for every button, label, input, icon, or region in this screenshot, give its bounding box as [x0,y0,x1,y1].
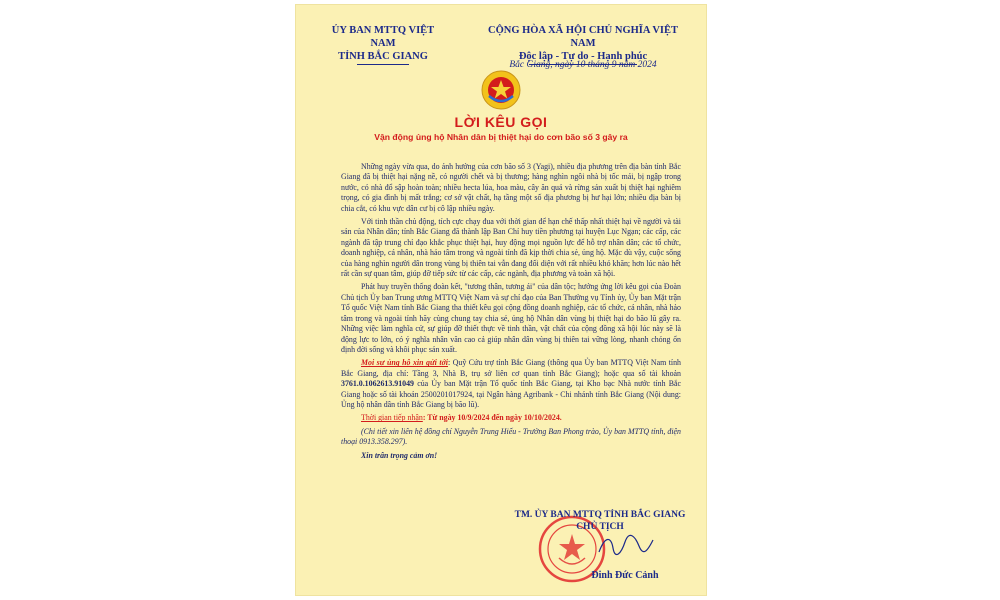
issuer-line-2: TỈNH BẮC GIANG [338,51,428,62]
issuer-underline [357,64,409,65]
signature-block [505,509,695,533]
document-date: Bắc Giang, ngày 10 tháng 9 năm 2024 [509,60,657,70]
contact-note: (Chi tiết xin liên hệ đồng chí Nguyễn Trung Hiếu - Trưởng Ban Phong trào, Ủy ban MTTQ tỉnh, điện thoại 0913.358.297). [341,426,681,447]
letter-title: LỜI KÊU GỌI [454,114,548,130]
letter-body [341,162,681,464]
issuer-header [323,24,443,65]
letter-subtitle: Vận động ủng hộ Nhân dân bị thiệt hại do cơn bão số 3 gây ra [374,132,628,142]
issuer-line-1: ỦY BAN MTTQ VIỆT NAM [331,25,435,49]
thanks-line: Xin trân trọng cảm ơn! [361,450,438,460]
receive-label: Thời gian tiếp nhận [361,413,423,423]
signer-name: Đinh Đức Cảnh [591,570,659,581]
national-motto: Độc lập - Tự do - Hạnh phúc [518,51,648,62]
national-title: CỘNG HÒA XÃ HỘI CHỦ NGHĨA VIỆT NAM [488,25,678,49]
letter-paper [295,4,707,596]
paragraph-3: Phát huy truyền thống đoàn kết, "tương thân, tương ái" của dân tộc; hưởng ứng lời kêu gọi của Đoàn Chủ tịch Ủy ban Trung ương MTTQ Việt Nam và sự chỉ đạo của Ban Thường vụ Tỉnh ủy, Ủy ban Mặt trận Tổ quốc Việt Nam tỉnh Bắc Giang tha thiết kêu gọi cộng đồng doanh nghiệp, các tổ chức, cá nhân, nhà hảo tâm trong và ngoài tỉnh hãy cùng chung tay chia sẻ, ủng hộ Nhân dân vùng bị thiệt hại do bão lũ gây ra. Những việc làm nghĩa cử, sự giúp đỡ thiết thực về tinh thần, vật chất của cộng đồng xã hội lúc này sẽ là động lực to lớn, có ý nghĩa nhân văn cao cả giúp nhân dân vùng bị thiên tai vững lòng, nhanh chóng ổn định đời sống và khôi phục sản xuất. [341,282,681,354]
account-number: 3761.0.1062613.91049 [341,379,414,389]
signatory-organization: TM. ỦY BAN MTTQ TỈNH BẮC GIANG [514,510,686,520]
paragraph-1: Những ngày vừa qua, do ảnh hưởng của cơn bão số 3 (Yagi), nhiều địa phương trên địa bàn tỉnh Bắc Giang đã bị thiệt hại nặng nề, có người chết và bị thương; hàng nghìn ngôi nhà bị tốc mái, bị ngập trong nước, có nhà đổ sập hoàn toàn; nhiều hecta lúa, hoa màu, cây ăn quả và rừng sản xuất bị thiệt hại nghiêm trọng, có gia đình bị mất trắng; cơ sở vật chất, hạ tầng một số địa phương bị hư hại lớn; nhiều địa bàn bị chia cắt, có khu vực dân cư bị cô lập nhiều ngày. [341,162,681,213]
front-emblem-icon [481,70,521,110]
national-header [475,24,691,65]
donation-text-b: của Ủy ban Mặt trận Tổ quốc tỉnh Bắc Giang, tại Kho bạc Nhà nước tỉnh Bắc Giang hoặc số tài khoản 2500201017924, tại Ngân hàng Agribank - Chi nhánh tỉnh Bắc Giang (Nội dung: Ủng hộ nhân dân tỉnh Bắc Giang bị bão lũ). [341,379,681,409]
paragraph-receive-time [341,413,681,423]
paragraph-2: Với tinh thần chủ động, tích cực chạy đua với thời gian để hạn chế thấp nhất thiệt hại về người và tài sản của Nhân dân; tỉnh Bắc Giang đã thành lập Ban Chỉ huy tiền phương tại huyện Lục Ngạn; các cấp, các ngành đã tập trung chỉ đạo khắc phục thiệt hại, huy động mọi nguồn lực để hỗ trợ nhân dân; các tổ chức, doanh nghiệp, cá nhân, nhà hảo tâm trong và ngoài tỉnh đã kịp thời chia sẻ, ủng hộ. Mặc dù vậy, cuộc sống của hàng nghìn người dân trong vùng bị thiên tai vẫn đang đối diện với rất nhiều khó khăn; hơn lúc nào hết rất cần sự quan tâm, giúp đỡ tiếp sức từ các cấp, các ngành, địa phương và toàn xã hội. [341,217,681,279]
handwritten-signature-icon [595,532,655,558]
donation-text-a: : Quỹ Cứu trợ tỉnh Bắc Giang (thông qua Ủy ban MTTQ Việt Nam tỉnh Bắc Giang, địa chỉ: Tầng 3, Nhà B, trụ sở liên cơ quan tỉnh Bắc Giang); hoặc qua số tài khoản [341,358,681,378]
donation-label: Mọi sự ủng hộ xin gửi tới [361,358,448,368]
paragraph-donation [341,358,681,410]
receive-dates: : Từ ngày 10/9/2024 đến ngày 10/10/2024. [422,413,562,423]
signatory-title: CHỦ TỊCH [576,522,624,532]
